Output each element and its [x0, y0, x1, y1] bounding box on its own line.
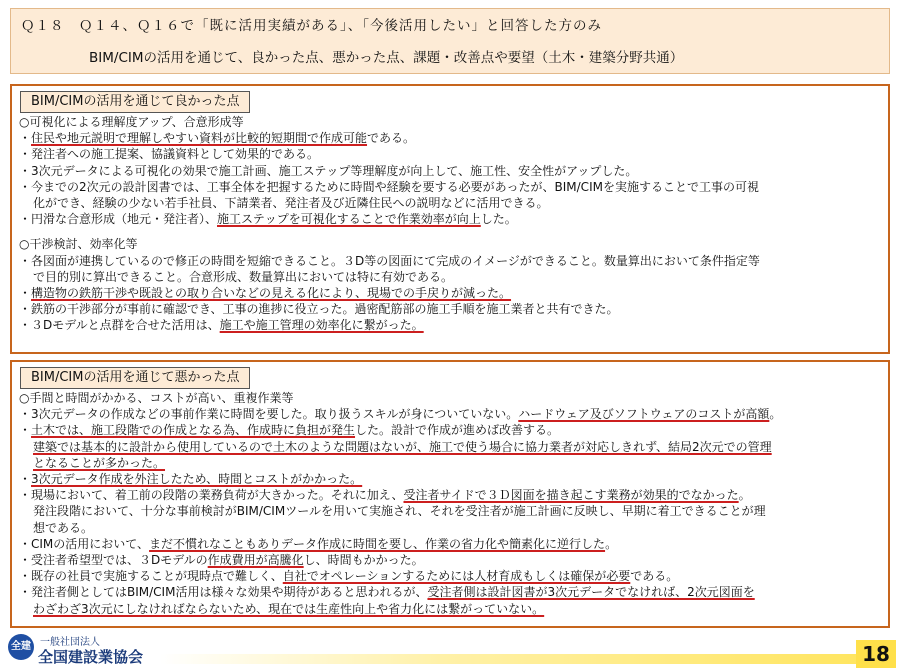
text-segment: ・各図面が連携しているので修正の時間を短縮できること。３D等の図面にて完成のイメージができること。数量算出において条件指定等 [19, 253, 760, 268]
question-header [10, 8, 890, 74]
bad-points-section [10, 360, 890, 628]
text-segment: 想である。 [33, 520, 94, 535]
underlined-text: 作成費用が高騰化 [207, 553, 304, 568]
text-line [19, 179, 880, 195]
underlined-text: となることが多かった。 [33, 455, 166, 470]
text-line [19, 568, 880, 584]
underlined-text: 受注者サイドで３Ｄ図面を描き起こす業務が効果的でなかった [403, 488, 739, 503]
text-line [19, 601, 880, 617]
underlined-text: わざわざ3次元にしなければならないため、現在では生産性向上や省力化には繋がっていない。 [33, 601, 545, 616]
text-segment: である。 [367, 131, 416, 146]
text-line [19, 471, 880, 487]
association-logo-icon: 全建 [8, 634, 34, 660]
text-segment: 化ができ、経験の少ない若手社員、下請業者、発注者及び近隣住民への説明などに活用できる。 [33, 196, 549, 211]
text-line [19, 422, 880, 438]
text-line [19, 285, 880, 301]
text-segment: ・受注者希望型では、３Dモデルの [19, 553, 208, 568]
text-segment: ・円滑な合意形成（地元・発注者）、 [19, 212, 218, 227]
text-line [19, 487, 880, 503]
text-line [19, 390, 880, 406]
bad-points-label: BIM/CIMの活用を通じて悪かった点 [20, 367, 250, 389]
underlined-text: ハードウェア及びソフトウェアのコストが高額 [518, 407, 770, 422]
text-segment: ・ [19, 131, 32, 146]
question-title: Ｑ１８ Ｑ１４、Ｑ１６で「既に活用実績がある」、「今後活用したい」と回答した方のみ [21, 18, 602, 34]
text-segment: ○可視化による理解度アップ、合意形成等 [19, 115, 244, 129]
underlined-text: 3次元データ作成を外注したため、時間とコストがかかった。 [31, 472, 363, 487]
good-points-label: BIM/CIMの活用を通じて良かった点 [20, 91, 250, 113]
text-line [19, 503, 880, 519]
org-name: 全国建設業協会 [38, 648, 144, 666]
text-line [19, 163, 880, 179]
bad-points-body [12, 389, 888, 617]
section-gap [19, 227, 880, 236]
text-line [19, 520, 880, 536]
text-segment: ○干渉検討、効率化等 [19, 237, 138, 252]
underlined-text: まだ不慣れなこともありデータ作成に時間を要し、作業の省力化や簡素化に逆行した [149, 536, 606, 551]
text-segment: した。 [480, 212, 517, 227]
good-points-section [10, 84, 890, 354]
text-segment: ・3次元データによる可視化の効果で施工計画、施工ステップ等理解度が向上して、施工性、安全性がアップした。 [19, 163, 638, 178]
text-segment: である。 [630, 569, 679, 584]
text-segment: 。 [769, 407, 782, 422]
underlined-text: 受注者側は設計図書が3次元データでなければ、2次元図面を [427, 585, 755, 600]
underlined-text: 建築では基本的に設計から使用しているので土木のような問題はないが、施工で使う場合に協力業者が対応しきれず、結局2次元での管理 [33, 439, 772, 454]
text-segment: ・CIMの活用において、 [19, 536, 150, 551]
text-segment: し、時間もかかった。 [303, 553, 424, 568]
text-line [19, 236, 880, 252]
text-segment: ○手間と時間がかかる、コストが高い、重複作業等 [19, 391, 294, 405]
text-line [19, 130, 880, 146]
footer [0, 630, 900, 672]
text-line [19, 253, 880, 269]
underlined-text: 構造物の鉄筋干渉や既設との取り合いなどの見える化により、現場での手戻りが減った。 [31, 286, 512, 301]
text-segment: ・3次元データの作成などの事前作業に時間を要した。取り扱うスキルが身についていない。 [19, 407, 519, 422]
text-line [19, 439, 880, 455]
text-line [19, 146, 880, 162]
text-line [19, 455, 880, 471]
org-type-label: 一般社団法人 [40, 637, 100, 648]
text-segment: 発注段階において、十分な事前検討がBIM/CIMツールを用いて実施され、それを受注者が施工計画に反映し、早期に着工できることが理 [33, 504, 766, 519]
text-line [19, 269, 880, 285]
underlined-text: 土木では、施工段階での作成となる為、作成時に負担が発生 [31, 423, 356, 438]
text-segment: ・発注者側としてはBIM/CIM活用は様々な効果や期待があると思われるが、 [19, 585, 428, 600]
text-line [19, 301, 880, 317]
text-segment: ・既存の社員で実施することが現時点で難しく、 [19, 569, 283, 584]
text-segment: ・鉄筋の干渉部分が事前に確認でき、工事の進捗に役立った。過密配筋部の施工手順を施工業者と共有できた。 [19, 302, 619, 317]
text-line [19, 584, 880, 600]
text-segment: ・現場において、着工前の段階の業務負荷が大きかった。それに加え、 [19, 488, 404, 503]
text-line [19, 406, 880, 422]
text-segment: ・ [19, 472, 32, 487]
text-line [19, 317, 880, 333]
underlined-text: 施工ステップを可視化することで作業効率が向上 [217, 212, 481, 227]
underlined-text: 自社でオペレーションするためには人材育成もしくは確保が必要 [282, 569, 631, 584]
underlined-text: 施工や施工管理の効率化に繋がった。 [219, 318, 424, 333]
text-segment: 。 [738, 488, 751, 503]
text-line [19, 114, 880, 130]
text-line [19, 195, 880, 211]
text-line [19, 211, 880, 227]
underlined-text: 住民や地元説明で理解しやすい資料が比較的短期間で作成可能 [31, 131, 368, 146]
text-segment: ・ [19, 286, 32, 301]
text-segment: ・発注者への施工提案、協議資料として効果的である。 [19, 147, 320, 162]
text-line [19, 536, 880, 552]
text-segment: ・ [19, 423, 32, 438]
question-subtitle: BIM/CIMの活用を通じて、良かった点、悪かった点、課題・改善点や要望（土木・建築分野共通） [89, 50, 684, 66]
page-number: 18 [856, 640, 896, 668]
text-segment: ・３Dモデルと点群を合せた活用は、 [19, 318, 220, 333]
text-line [19, 552, 880, 568]
footer-stripe [160, 654, 860, 664]
text-segment: ・今までの2次元の設計図書では、工事全体を把握するために時間や経験を要する必要があったが、BIM/CIMを実施することで工事の可視 [19, 179, 759, 194]
good-points-body [12, 113, 888, 334]
text-segment: した。設計で作成が進めば改善する。 [355, 423, 560, 438]
text-segment: で目的別に算出できること。合意形成、数量算出においては特に有効である。 [33, 269, 454, 284]
text-segment: 。 [605, 536, 618, 551]
